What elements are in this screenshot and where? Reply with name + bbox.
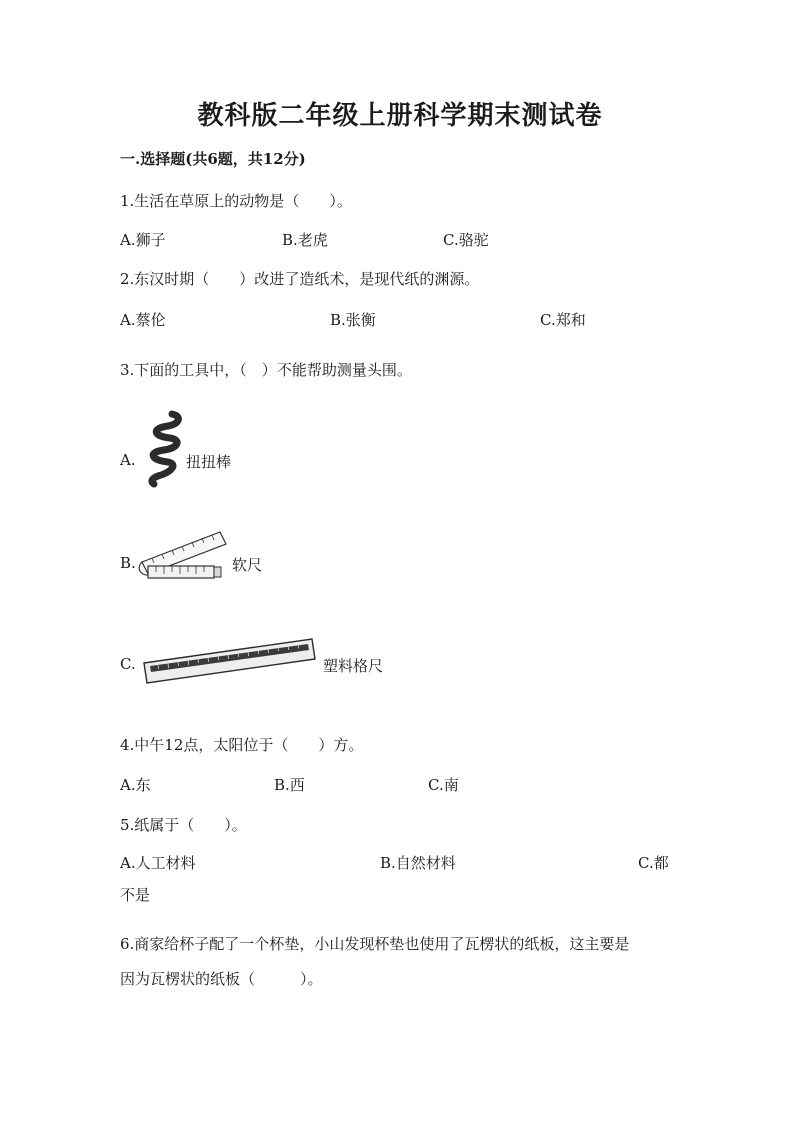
plastic-ruler-icon <box>140 635 318 687</box>
q3-option-a-letter: A. <box>120 451 136 469</box>
q3-option-b-letter: B. <box>120 554 136 572</box>
q2-option-c: C.郑和 <box>540 311 586 329</box>
question-3: 3.下面的工具中，（ ）不能帮助测量头围。 <box>120 361 412 379</box>
twisty-stick-icon <box>138 408 188 488</box>
q2-option-a: A.蔡伦 <box>120 311 166 329</box>
section-heading: 一.选择题(共6题，共12分) <box>120 150 306 168</box>
q1-option-a: A.狮子 <box>120 231 166 249</box>
question-6-line-1: 6.商家给杯子配了一个杯垫，小山发现杯垫也使用了瓦楞状的纸板，这主要是 <box>120 935 630 953</box>
question-6-line-2: 因为瓦楞状的纸板（ ）。 <box>120 970 323 988</box>
question-4: 4.中午12点，太阳位于（ ）方。 <box>120 736 364 754</box>
q2-option-b: B.张衡 <box>330 311 376 329</box>
q1-option-c: C.骆驼 <box>443 231 489 249</box>
tape-measure-icon <box>138 528 228 586</box>
page-title: 教科版二年级上册科学期末测试卷 <box>197 101 603 131</box>
q4-option-c: C.南 <box>428 776 459 794</box>
q4-option-a: A.东 <box>120 776 151 794</box>
q5-option-a: A.人工材料 <box>120 854 196 872</box>
q3-option-a-label: 扭扭棒 <box>186 453 232 471</box>
q3-option-c-label: 塑料格尺 <box>323 657 384 675</box>
q3-option-c-letter: C. <box>120 655 136 673</box>
q5-option-c-wrap: 不是 <box>120 886 151 904</box>
question-2: 2.东汉时期（ ）改进了造纸术，是现代纸的渊源。 <box>120 270 480 288</box>
question-5: 5.纸属于（ ）。 <box>120 816 247 834</box>
q5-option-b: B.自然材料 <box>380 854 456 872</box>
q3-option-b-label: 软尺 <box>232 556 263 574</box>
q4-option-b: B.西 <box>274 776 305 794</box>
question-1: 1.生活在草原上的动物是（ ）。 <box>120 192 352 210</box>
q1-option-b: B.老虎 <box>282 231 328 249</box>
q5-option-c: C.都 <box>638 854 669 872</box>
